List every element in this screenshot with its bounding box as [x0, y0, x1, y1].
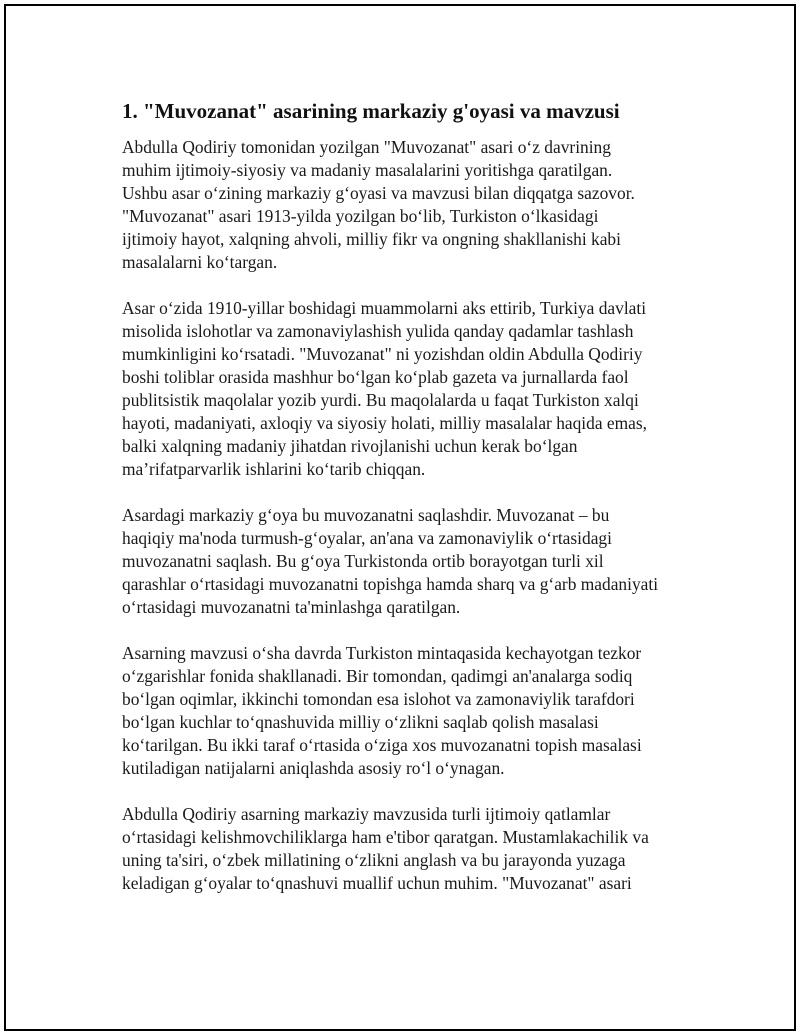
text-line: uning ta'siri, o‘zbek millatining o‘zlikni anglash va bu jarayonda yuzaga	[122, 850, 626, 870]
paragraph-5	[122, 803, 707, 895]
paragraph-3	[122, 504, 707, 619]
text-line: "Muvozanat" asari 1913-yilda yozilgan bo‘lib, Turkiston o‘lkasidagi	[122, 206, 599, 226]
text-line: o‘rtasidagi kelishmovchiliklarga ham e'tibor qaratgan. Mustamlakachilik va	[122, 827, 649, 847]
text-line: masalalarni ko‘targan.	[122, 252, 278, 272]
paragraph-1	[122, 136, 707, 274]
text-line: misolida islohotlar va zamonaviylashish yulida qanday qadamlar tashlash	[122, 321, 634, 341]
text-line: Asardagi markaziy g‘oya bu muvozanatni saqlashdir. Muvozanat – bu	[122, 505, 610, 525]
text-line: ijtimoiy hayot, xalqning ahvoli, milliy fikr va ongning shakllanishi kabi	[122, 229, 621, 249]
text-line: mumkinligini ko‘rsatadi. "Muvozanat" ni yozishdan oldin Abdulla Qodiriy	[122, 344, 643, 364]
text-line: ko‘tarilgan. Bu ikki taraf o‘rtasida o‘ziga xos muvozanatni topish masalasi	[122, 735, 642, 755]
text-line: o‘zgarishlar fonida shakllanadi. Bir tomondan, qadimgi an'analarga sodiq	[122, 666, 633, 686]
text-line: boshi toliblar orasida mashhur bo‘lgan ko‘plab gazeta va jurnallarda faol	[122, 367, 629, 387]
section-heading: 1. "Muvozanat" asarining markaziy g'oyasi va mavzusi	[122, 99, 620, 123]
text-line: Ushbu asar o‘zining markaziy g‘oyasi va mavzusi bilan diqqatga sazovor.	[122, 183, 635, 203]
document-body	[122, 98, 707, 918]
text-line: bo‘lgan kuchlar to‘qnashuvida milliy o‘zlikni saqlab qolish masalasi	[122, 712, 599, 732]
text-line: muvozanatni saqlash. Bu g‘oya Turkistonda ortib borayotgan turli xil	[122, 551, 604, 571]
text-line: qarashlar o‘rtasidagi muvozanatni topishga hamda sharq va g‘arb madaniyati	[122, 574, 659, 594]
text-line: publitsistik maqolalar yozib yurdi. Bu maqolalarda u faqat Turkiston xalqi	[122, 390, 639, 410]
text-line: balki xalqning madaniy jihatdan rivojlanishi uchun kerak bo‘lgan	[122, 436, 578, 456]
text-line: muhim ijtimoiy-siyosiy va madaniy masalalarini yoritishga qaratilgan.	[122, 160, 613, 180]
text-line: bo‘lgan oqimlar, ikkinchi tomondan esa islohot va zamonaviylik tarafdori	[122, 689, 635, 709]
text-line: kutiladigan natijalarni aniqlashda asosiy ro‘l o‘ynagan.	[122, 758, 505, 778]
page-frame	[4, 4, 796, 1031]
text-line: Abdulla Qodiriy tomonidan yozilgan "Muvozanat" asari o‘z davrining	[122, 137, 611, 157]
text-line: hayoti, madaniyati, axloqiy va siyosiy holati, milliy masalalar haqida emas,	[122, 413, 647, 433]
text-line: ma’rifatparvarlik ishlarini ko‘tarib chiqqan.	[122, 459, 426, 479]
text-line: Asarning mavzusi o‘sha davrda Turkiston mintaqasida kechayotgan tezkor	[122, 643, 642, 663]
text-line: Abdulla Qodiriy asarning markaziy mavzusida turli ijtimoiy qatlamlar	[122, 804, 611, 824]
paragraph-4	[122, 642, 707, 780]
text-line: haqiqiy ma'noda turmush-g‘oyalar, an'ana va zamonaviylik o‘rtasidagi	[122, 528, 612, 548]
text-line: o‘rtasidagi muvozanatni ta'minlashga qaratilgan.	[122, 597, 461, 617]
paragraph-2	[122, 297, 707, 481]
text-line: keladigan g‘oyalar to‘qnashuvi muallif uchun muhim. "Muvozanat" asari	[122, 873, 632, 893]
text-line: Asar o‘zida 1910-yillar boshidagi muammolarni aks ettirib, Turkiya davlati	[122, 298, 647, 318]
